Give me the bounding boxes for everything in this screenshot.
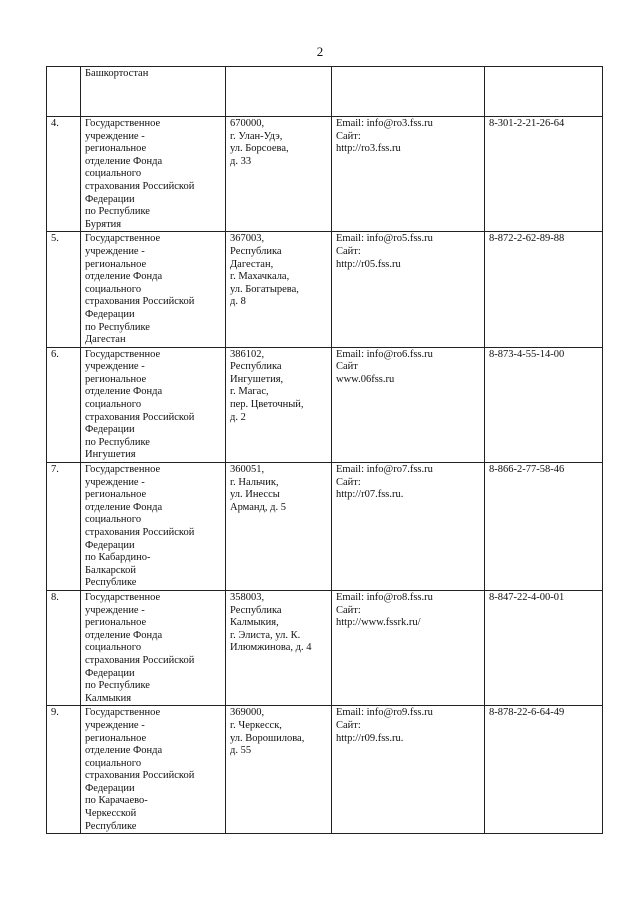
- phone-cell: 8-873-4-55-14-00: [485, 347, 603, 462]
- contacts-cell: Email: info@ro3.fss.ru Сайт: http://ro3.fss.ru: [332, 117, 485, 232]
- row-number-cell: 5.: [47, 232, 81, 347]
- contacts-cell: [332, 67, 485, 117]
- organization-name-cell: Государственное учреждение - региональное отделение Фонда социального страхования Российской Федерации по Кабардино- Балкарской Республике: [81, 463, 226, 591]
- organizations-table: [46, 66, 603, 834]
- contacts-cell: Email: info@ro5.fss.ru Сайт: http://r05.fss.ru: [332, 232, 485, 347]
- page-number: 2: [316, 44, 324, 59]
- address-cell: 358003, Республика Калмыкия, г. Элиста, ул. К. Илюмжинова, д. 4: [226, 590, 332, 705]
- phone-cell: 8-878-22-6-64-49: [485, 706, 603, 834]
- contacts-cell: Email: info@ro6.fss.ru Сайт www.06fss.ru: [332, 347, 485, 462]
- table-row: [47, 67, 603, 117]
- row-number-cell: 7.: [47, 463, 81, 591]
- organization-name-cell: Государственное учреждение - региональное отделение Фонда социального страхования Российской Федерации по Республике Бурятия: [81, 117, 226, 232]
- table-row: [47, 347, 603, 462]
- contacts-cell: Email: info@ro7.fss.ru Сайт: http://r07.fss.ru.: [332, 463, 485, 591]
- phone-cell: 8-847-22-4-00-01: [485, 590, 603, 705]
- address-cell: 367003, Республика Дагестан, г. Махачкала, ул. Богатырева, д. 8: [226, 232, 332, 347]
- contacts-cell: Email: info@ro8.fss.ru Сайт: http://www.fssrk.ru/: [332, 590, 485, 705]
- row-number-cell: 9.: [47, 706, 81, 834]
- phone-cell: 8-872-2-62-89-88: [485, 232, 603, 347]
- table-row: [47, 232, 603, 347]
- address-cell: [226, 67, 332, 117]
- table-row: [47, 590, 603, 705]
- phone-cell: 8-301-2-21-26-64: [485, 117, 603, 232]
- organization-name-cell: Государственное учреждение - региональное отделение Фонда социального страхования Российской Федерации по Карачаево- Черкесской Республике: [81, 706, 226, 834]
- contacts-cell: Email: info@ro9.fss.ru Сайт: http://r09.fss.ru.: [332, 706, 485, 834]
- table-row: [47, 463, 603, 591]
- address-cell: 360051, г. Нальчик, ул. Инессы Арманд, д. 5: [226, 463, 332, 591]
- table-row: [47, 117, 603, 232]
- row-number-cell: 4.: [47, 117, 81, 232]
- row-number-cell: 8.: [47, 590, 81, 705]
- phone-cell: [485, 67, 603, 117]
- address-cell: 386102, Республика Ингушетия, г. Магас, пер. Цветочный, д. 2: [226, 347, 332, 462]
- organization-name-cell: Государственное учреждение - региональное отделение Фонда социального страхования Российской Федерации по Республике Ингушетия: [81, 347, 226, 462]
- organization-name-cell: Башкортостан: [81, 67, 226, 117]
- address-cell: 369000, г. Черкесск, ул. Ворошилова, д. 55: [226, 706, 332, 834]
- row-number-cell: 6.: [47, 347, 81, 462]
- table-row: [47, 706, 603, 834]
- organization-name-cell: Государственное учреждение - региональное отделение Фонда социального страхования Российской Федерации по Республике Дагестан: [81, 232, 226, 347]
- row-number-cell: [47, 67, 81, 117]
- phone-cell: 8-866-2-77-58-46: [485, 463, 603, 591]
- address-cell: 670000, г. Улан-Удэ, ул. Борсоева, д. 33: [226, 117, 332, 232]
- organization-name-cell: Государственное учреждение - региональное отделение Фонда социального страхования Российской Федерации по Республике Калмыкия: [81, 590, 226, 705]
